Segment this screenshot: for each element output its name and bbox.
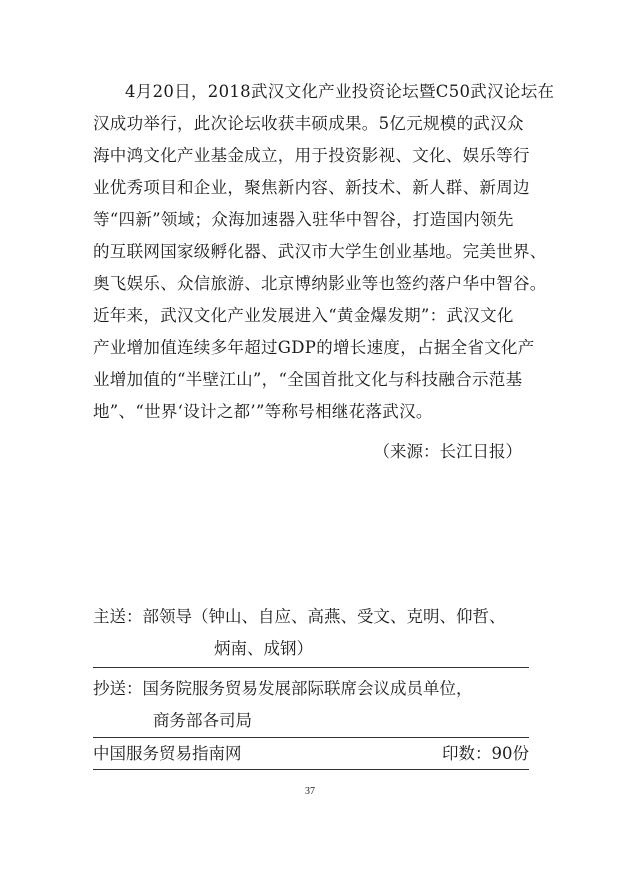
divider bbox=[93, 667, 529, 668]
article-line: 业优秀项目和企业，聚焦新内容、新技术、新人群、新周边 bbox=[93, 178, 530, 197]
main-recipients bbox=[93, 601, 529, 665]
copy-recipients bbox=[93, 673, 529, 737]
article-line: 的互联网国家级孵化器、武汉市大学生创业基地。完美世界、 bbox=[93, 242, 547, 261]
article-line: 产业增加值连续多年超过GDP的增长速度，占据全省文化产 bbox=[93, 338, 535, 357]
article-line: 汉成功举行，此次论坛收获丰硕成果。5亿元规模的武汉众 bbox=[93, 114, 524, 133]
publisher-name: 中国服务贸易指南网 bbox=[93, 744, 242, 763]
copy-recipients-line: 抄送：国务院服务贸易发展部际联席会议成员单位， bbox=[93, 679, 473, 698]
article-line: 近年来，武汉文化产业发展进入“黄金爆发期”：武汉文化 bbox=[93, 306, 514, 325]
article-line: 海中鸿文化产业基金成立，用于投资影视、文化、娱乐等行 bbox=[93, 146, 530, 165]
article-line: 业增加值的“半壁江山”，“全国首批文化与科技融合示范基 bbox=[93, 370, 523, 389]
main-recipients-line: 主送：部领导（钟山、自应、高燕、受文、克明、仰哲、 bbox=[93, 607, 506, 626]
article-line: 地”、“世界‘设计之都’”等称号相继花落武汉。 bbox=[93, 402, 433, 421]
divider bbox=[93, 769, 529, 770]
article-line: 等“四新”领域；众海加速器入驻华中智谷，打造国内领先 bbox=[93, 210, 514, 229]
divider bbox=[93, 737, 529, 738]
main-recipients-line: 炳南、成钢） bbox=[214, 639, 313, 658]
article-body bbox=[93, 76, 555, 428]
copy-recipients-line: 商务部各司局 bbox=[153, 711, 252, 730]
print-count: 印数：90份 bbox=[442, 744, 529, 763]
article-line: 4月20日，2018武汉文化产业投资论坛暨C50武汉论坛在 bbox=[125, 82, 555, 101]
article-source: （来源：长江日报） bbox=[373, 442, 522, 461]
article-line: 奥飞娱乐、众信旅游、北京博纳影业等也签约落户华中智谷。 bbox=[93, 274, 547, 293]
page-number: 37 bbox=[305, 786, 315, 797]
